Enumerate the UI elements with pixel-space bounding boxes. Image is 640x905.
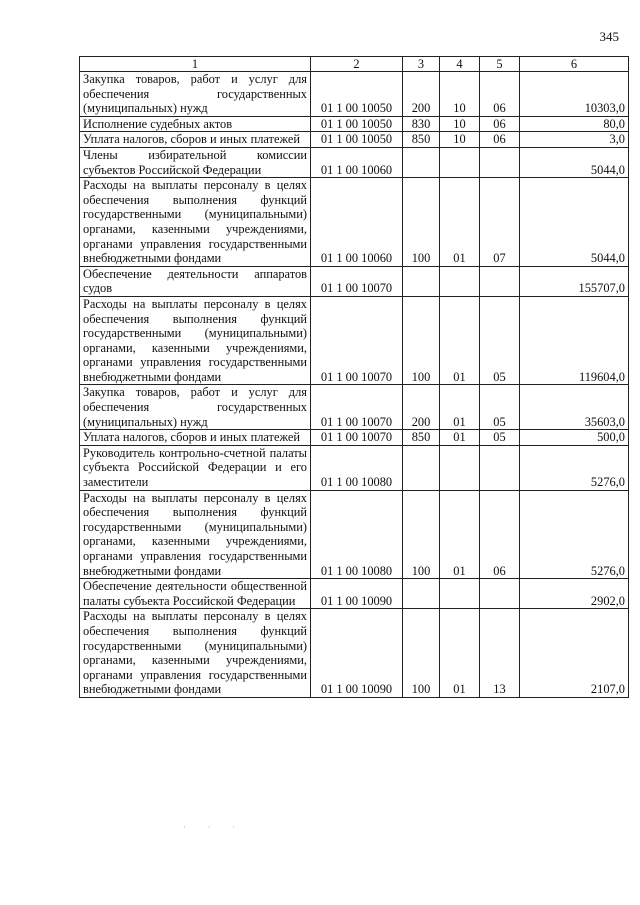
row-expense-type-cell: 850	[403, 430, 440, 446]
row-code-cell: 01 1 00 10080	[311, 490, 403, 579]
table-row	[80, 132, 629, 148]
row-name-cell: Обеспечение деятельности общественной палаты субъекта Российской Федерации	[80, 579, 311, 609]
table-body	[80, 72, 629, 698]
row-code-cell: 01 1 00 10070	[311, 430, 403, 446]
table-header	[80, 57, 629, 72]
row-section-cell	[440, 266, 480, 296]
row-subsection-cell: 13	[480, 609, 520, 698]
row-code-cell: 01 1 00 10060	[311, 147, 403, 177]
row-subsection-cell: 07	[480, 178, 520, 267]
column-header-1: 1	[80, 57, 311, 72]
row-amount-cell: 5044,0	[520, 178, 629, 267]
row-name-cell: Закупка товаров, работ и услуг для обеспечения государственных (муниципальных) нужд	[80, 72, 311, 117]
table-row	[80, 609, 629, 698]
row-amount-cell: 5276,0	[520, 490, 629, 579]
table-row	[80, 579, 629, 609]
row-section-cell: 01	[440, 296, 480, 385]
table-row	[80, 385, 629, 430]
row-name-cell: Расходы на выплаты персоналу в целях обеспечения выполнения функций государственными (муниципальными) органами, казенными учреждениями, органами управления государственными внебюджетными фондами	[80, 609, 311, 698]
row-code-cell: 01 1 00 10070	[311, 266, 403, 296]
row-expense-type-cell	[403, 579, 440, 609]
column-header-3: 3	[403, 57, 440, 72]
row-name-cell: Члены избирательной комиссии субъектов Российской Федерации	[80, 147, 311, 177]
row-expense-type-cell: 100	[403, 490, 440, 579]
page-number: 345	[599, 29, 619, 44]
row-section-cell: 01	[440, 430, 480, 446]
row-expense-type-cell: 850	[403, 132, 440, 148]
row-section-cell: 01	[440, 178, 480, 267]
row-name-cell: Расходы на выплаты персоналу в целях обеспечения выполнения функций государственными (муниципальными) органами, казенными учреждениями, органами управления государственными внебюджетными фондами	[80, 490, 311, 579]
row-code-cell: 01 1 00 10070	[311, 296, 403, 385]
row-code-cell: 01 1 00 10090	[311, 579, 403, 609]
row-name-cell: Руководитель контрольно-счетной палаты субъекта Российской Федерации и его заместители	[80, 445, 311, 490]
row-amount-cell: 500,0	[520, 430, 629, 446]
row-section-cell	[440, 147, 480, 177]
row-subsection-cell: 05	[480, 430, 520, 446]
table-row	[80, 445, 629, 490]
row-name-cell: Закупка товаров, работ и услуг для обеспечения государственных (муниципальных) нужд	[80, 385, 311, 430]
column-header-6: 6	[520, 57, 629, 72]
row-section-cell	[440, 445, 480, 490]
table-row	[80, 266, 629, 296]
row-name-cell: Уплата налогов, сборов и иных платежей	[80, 430, 311, 446]
row-subsection-cell	[480, 445, 520, 490]
row-code-cell: 01 1 00 10080	[311, 445, 403, 490]
row-code-cell: 01 1 00 10070	[311, 385, 403, 430]
row-section-cell	[440, 579, 480, 609]
column-header-2: 2	[311, 57, 403, 72]
header-row	[80, 57, 629, 72]
row-code-cell: 01 1 00 10050	[311, 116, 403, 132]
table-row	[80, 147, 629, 177]
row-subsection-cell: 06	[480, 72, 520, 117]
column-header-4: 4	[440, 57, 480, 72]
table-row	[80, 178, 629, 267]
row-amount-cell: 5044,0	[520, 147, 629, 177]
row-subsection-cell: 06	[480, 490, 520, 579]
row-subsection-cell: 06	[480, 132, 520, 148]
row-expense-type-cell: 100	[403, 178, 440, 267]
scan-marks: · · ·	[183, 823, 245, 832]
row-expense-type-cell: 830	[403, 116, 440, 132]
row-section-cell: 01	[440, 490, 480, 579]
row-expense-type-cell: 200	[403, 385, 440, 430]
row-amount-cell: 10303,0	[520, 72, 629, 117]
budget-table	[79, 56, 629, 698]
row-subsection-cell: 06	[480, 116, 520, 132]
row-name-cell: Уплата налогов, сборов и иных платежей	[80, 132, 311, 148]
row-amount-cell: 119604,0	[520, 296, 629, 385]
table-row	[80, 116, 629, 132]
row-name-cell: Исполнение судебных актов	[80, 116, 311, 132]
row-name-cell: Расходы на выплаты персоналу в целях обеспечения выполнения функций государственными (муниципальными) органами, казенными учреждениями, органами управления государственными внебюджетными фондами	[80, 296, 311, 385]
row-expense-type-cell: 100	[403, 296, 440, 385]
row-subsection-cell	[480, 579, 520, 609]
row-expense-type-cell: 100	[403, 609, 440, 698]
table-row	[80, 430, 629, 446]
row-code-cell: 01 1 00 10060	[311, 178, 403, 267]
row-code-cell: 01 1 00 10090	[311, 609, 403, 698]
row-section-cell: 01	[440, 609, 480, 698]
row-code-cell: 01 1 00 10050	[311, 132, 403, 148]
row-section-cell: 01	[440, 385, 480, 430]
row-subsection-cell	[480, 266, 520, 296]
row-section-cell: 10	[440, 116, 480, 132]
row-amount-cell: 5276,0	[520, 445, 629, 490]
row-expense-type-cell	[403, 147, 440, 177]
row-section-cell: 10	[440, 72, 480, 117]
row-subsection-cell	[480, 147, 520, 177]
row-subsection-cell: 05	[480, 385, 520, 430]
row-name-cell: Обеспечение деятельности аппаратов судов	[80, 266, 311, 296]
table-row	[80, 296, 629, 385]
column-header-5: 5	[480, 57, 520, 72]
row-name-cell: Расходы на выплаты персоналу в целях обеспечения выполнения функций государственными (муниципальными) органами, казенными учреждениями, органами управления государственными внебюджетными фондами	[80, 178, 311, 267]
row-expense-type-cell: 200	[403, 72, 440, 117]
row-amount-cell: 80,0	[520, 116, 629, 132]
row-subsection-cell: 05	[480, 296, 520, 385]
row-expense-type-cell	[403, 266, 440, 296]
row-amount-cell: 3,0	[520, 132, 629, 148]
row-section-cell: 10	[440, 132, 480, 148]
row-amount-cell: 35603,0	[520, 385, 629, 430]
row-expense-type-cell	[403, 445, 440, 490]
row-code-cell: 01 1 00 10050	[311, 72, 403, 117]
row-amount-cell: 2107,0	[520, 609, 629, 698]
table-row	[80, 72, 629, 117]
row-amount-cell: 2902,0	[520, 579, 629, 609]
row-amount-cell: 155707,0	[520, 266, 629, 296]
table-row	[80, 490, 629, 579]
